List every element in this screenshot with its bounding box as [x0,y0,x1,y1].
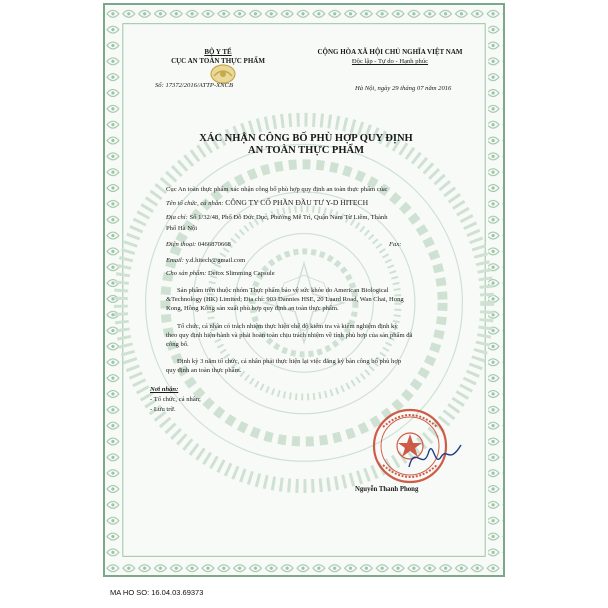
email-field [166,257,245,266]
place-date: Hà Nội, ngày 29 tháng 07 năm 2016 [355,85,452,92]
paragraph-2-line-1: Tổ chức, cá nhân có trách nhiệm thực hiện chế độ kiểm tra và kiểm nghiệm định kỳ [177,323,398,330]
fax-label: Fax: [389,241,402,248]
email-label: Email: [166,257,184,264]
phone-label: Điện thoại: [166,241,197,248]
ministry-name: BỘ Y TẾ [204,48,232,56]
signature-icon [405,437,465,477]
recipient-1: - Tổ chức, cá nhân; [150,396,201,403]
country-name: CỘNG HÒA XÃ HỘI CHỦ NGHĨA VIỆT NAM [317,48,463,56]
title-line-2: AN TOÀN THỰC PHẨM [248,145,364,156]
paragraph-1-line-1: Sản phẩm trên thuộc nhóm Thực phẩm bảo vệ sức khỏe do American Biological [177,287,389,294]
title-line-1: XÁC NHẬN CÔNG BỐ PHÙ HỢP QUY ĐỊNH [199,133,413,144]
phone-value: 0466870668 [197,241,231,248]
intro-text: Cục An toàn thực phẩm xác nhận công bố phù hợp quy định an toàn thực phẩm của: [166,186,388,193]
paragraph-3-line-1: Định kỳ 3 năm tổ chức, cá nhân phải thực hiện lại việc đăng ký bản công bố phù hợp [177,358,402,365]
phone-field [166,241,231,250]
recipients-heading: Nơi nhận: [150,386,179,393]
signer-name: Nguyễn Thanh Phong [355,486,419,493]
product-label: Cho sản phẩm: [166,270,207,277]
document-title [145,133,467,157]
address-label: Địa chỉ: [166,214,188,221]
address-value-2: Phố Hà Nội [166,225,198,232]
email-value: y.d.hitech@gmail.com [185,257,246,264]
paragraph-2-line-3: công bố. [166,341,189,348]
certificate-sheet [103,3,505,577]
national-motto: Độc lập - Tự do - Hạnh phúc [351,58,429,65]
org-value: CÔNG TY CỔ PHẦN ĐẦU TƯ Y-D HITECH [225,198,369,207]
paragraph-3-line-2: quy định an toàn thực phẩm. [166,367,242,374]
address-field [166,214,388,223]
org-label: Tên tổ chức, cá nhân: [166,200,224,207]
paragraph-1-line-3: Kong, Hồng Kông sản xuất phù hợp quy định an toàn thực phẩm. [166,305,339,312]
address-value-1: Số 1/32/48, Phố Đỗ Đức Dục, Phường Mễ Trì, Quận Nam Từ Liêm, Thành [189,214,388,221]
org-field [166,199,368,209]
paragraph-2-line-2: theo quy định hiện hành và phải hoàn toàn chịu trách nhiệm về tính phù hợp của sản phẩm đã [166,332,413,339]
recipient-2: - Lưu trữ. [150,406,176,413]
paragraph-1-line-2: &Technology (HK) Limited; Địa chỉ: 903 Dannies HSE, 20 Luard Road, Wan Chai, Hong [166,296,404,303]
product-field [166,270,275,279]
agency-name: CỤC AN TOÀN THỰC PHẨM [171,57,265,65]
document-number: Số: 17372/2016/ATTP-XNCB [155,82,233,89]
file-reference: MA HO SO: 16.04.03.69373 [110,588,204,597]
product-value: Detox Slimming Capsule [207,270,275,277]
national-header [295,48,485,66]
